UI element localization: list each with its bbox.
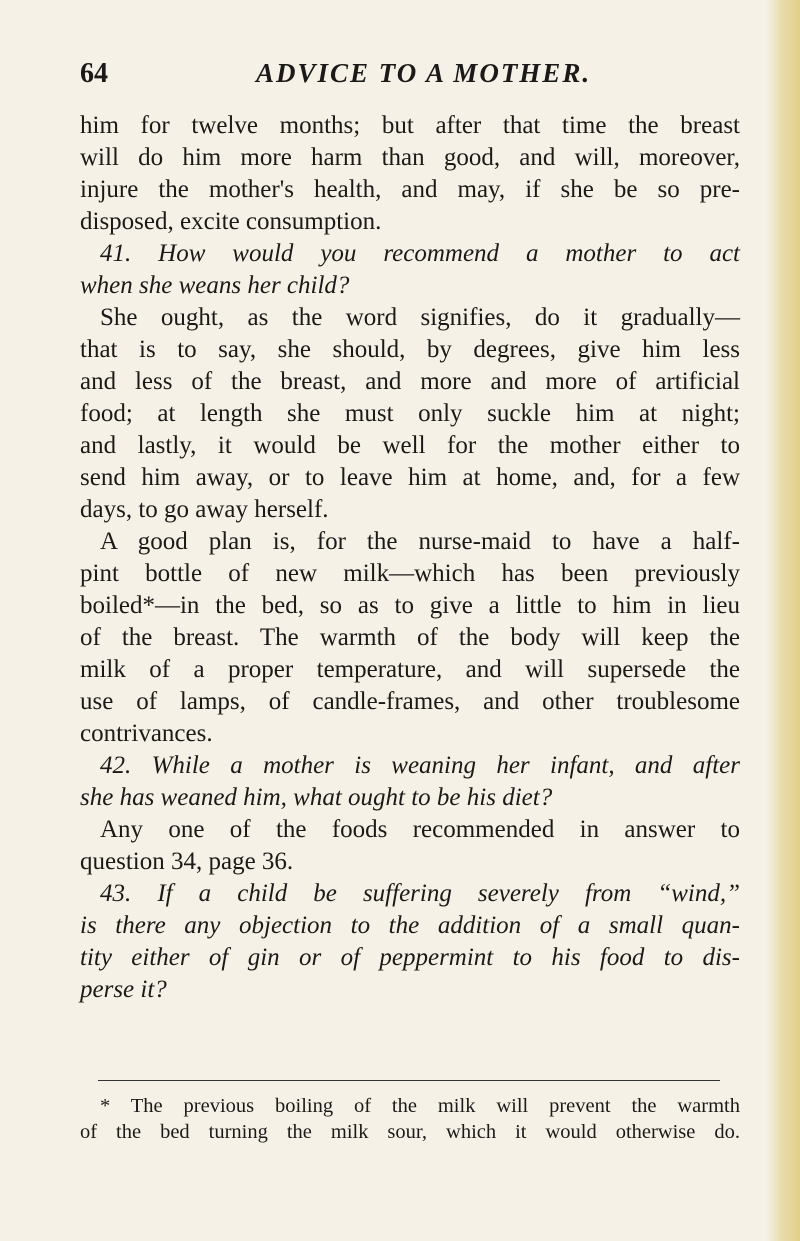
footnote-divider bbox=[98, 1080, 720, 1081]
text-line: of the breast. The warmth of the body will keep the bbox=[80, 624, 740, 651]
question-43-line: is there any objection to the addition of a small quan- bbox=[80, 912, 740, 939]
text-line: A good plan is, for the nurse-maid to have a half- bbox=[100, 528, 740, 555]
text-line: use of lamps, of candle-frames, and other troublesome bbox=[80, 688, 740, 715]
text-line: question 34, page 36. bbox=[80, 848, 294, 875]
text-line: him for twelve months; but after that time the breast bbox=[80, 112, 740, 139]
text-line: send him away, or to leave him at home, and, for a few bbox=[80, 464, 740, 491]
question-42-line: 42. While a mother is weaning her infant, and after bbox=[100, 752, 740, 779]
text-line: and lastly, it would be well for the mother either to bbox=[80, 432, 740, 459]
body-text bbox=[80, 110, 740, 1006]
page-header bbox=[80, 58, 720, 98]
text-line: pint bottle of new milk—which has been previously bbox=[80, 560, 740, 587]
text-line: injure the mother's health, and may, if she be so pre- bbox=[80, 176, 740, 203]
question-42-line: she has weaned him, what ought to be his diet? bbox=[80, 784, 553, 811]
text-line: milk of a proper temperature, and will supersede the bbox=[80, 656, 740, 683]
question-43-line: 43. If a child be suffering severely from “wind,” bbox=[100, 880, 740, 907]
text-line: Any one of the foods recommended in answer to bbox=[100, 816, 740, 843]
text-line: contrivances. bbox=[80, 720, 213, 747]
footnote-line: * The previous boiling of the milk will prevent the warmth bbox=[100, 1095, 740, 1117]
footnote-line: of the bed turning the milk sour, which it would otherwise do. bbox=[80, 1121, 740, 1143]
text-line: boiled*—in the bed, so as to give a little to him in lieu bbox=[80, 592, 740, 619]
text-line: disposed, excite consumption. bbox=[80, 208, 382, 235]
text-line: and less of the breast, and more and more of artificial bbox=[80, 368, 740, 395]
footnote bbox=[80, 1093, 740, 1145]
running-title: ADVICE TO A MOTHER. bbox=[256, 58, 592, 88]
text-line: days, to go away herself. bbox=[80, 496, 329, 523]
page-edge-shading bbox=[766, 0, 800, 1241]
text-line: that is to say, she should, by degrees, give him less bbox=[80, 336, 740, 363]
question-41-line: when she weans her child? bbox=[80, 272, 350, 299]
page-number: 64 bbox=[80, 58, 108, 89]
question-43-line: perse it? bbox=[80, 976, 167, 1003]
question-41-line: 41. How would you recommend a mother to act bbox=[100, 240, 740, 267]
question-43-line: tity either of gin or of peppermint to his food to dis- bbox=[80, 944, 740, 971]
text-line: She ought, as the word signifies, do it gradually— bbox=[100, 304, 740, 331]
text-line: food; at length she must only suckle him at night; bbox=[80, 400, 740, 427]
text-line: will do him more harm than good, and will, moreover, bbox=[80, 144, 740, 171]
